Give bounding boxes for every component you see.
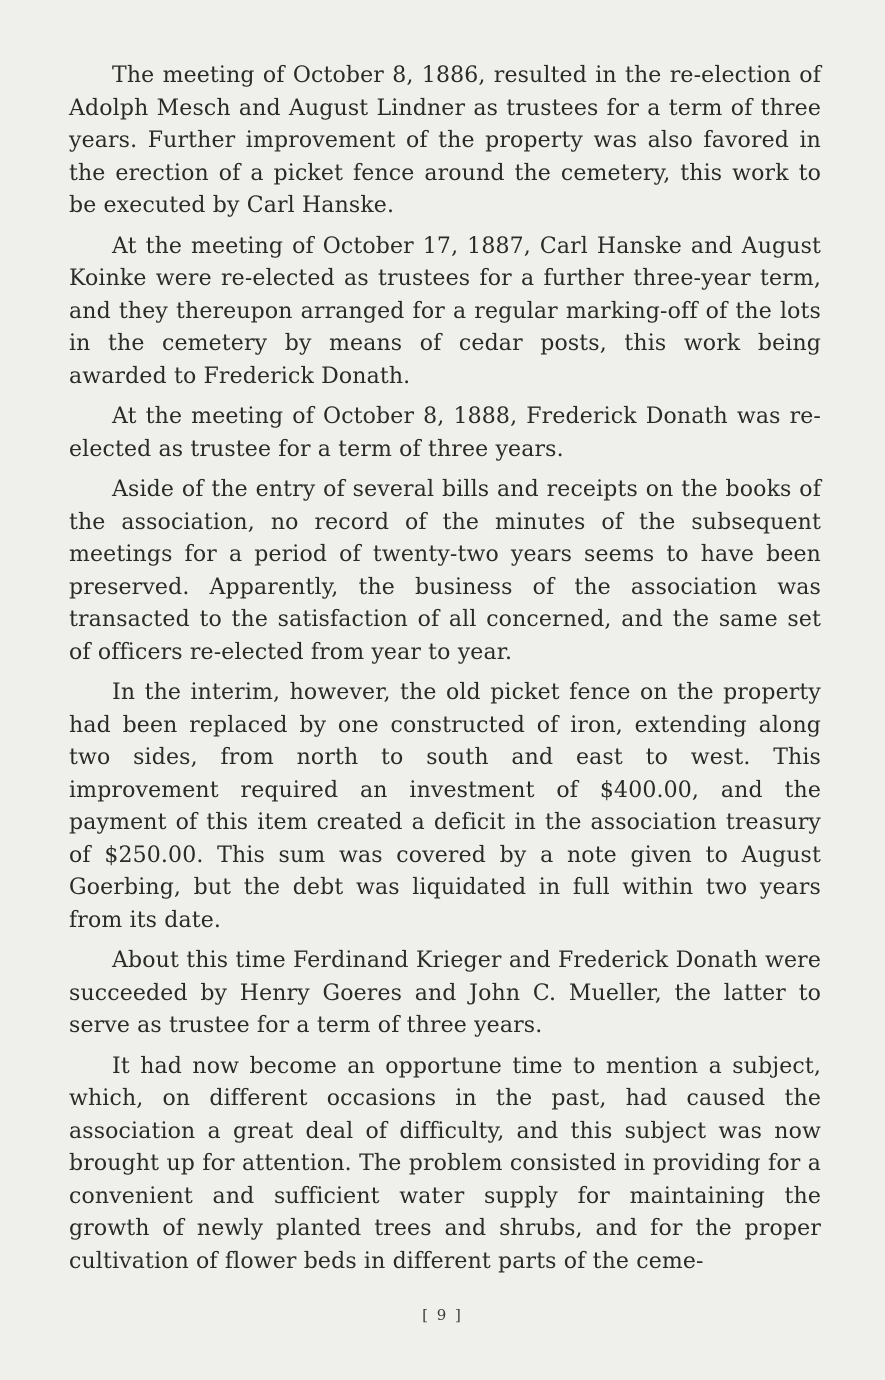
paragraph-3: At the meeting of October 8, 1888, Frederick Donath was re-elected as trustee for a term of three years.: [69, 404, 821, 462]
body-text: [69, 60, 821, 1286]
paragraph-1: The meeting of October 8, 1886, resulted in the re-election of Adolph Mesch and August Lindner as trustees for a term of three years. Further improvement of the property was also favored in the erection of a picket fence around the cemetery, this work to be executed by Carl Hanske.: [69, 63, 821, 218]
paragraph-5: In the interim, however, the old picket fence on the property had been replaced by one constructed of iron, extending along two sides, from north to south and east to west. This improvement required an investment of $400.00, and the payment of this item created a deficit in the association treasury of $250.00. This sum was covered by a note given to August Goerbing, but the debt was liquidated in full within two years from its date.: [69, 680, 821, 933]
paragraph-7: It had now become an opportune time to mention a subject, which, on different occasions in the past, had caused the association a great deal of difficulty, and this subject was now brought up for attention. The problem consisted in providing for a convenient and sufficient water supply for maintaining the growth of newly planted trees and shrubs, and for the proper cultivation of flower beds in different parts of the ceme-: [69, 1053, 821, 1274]
paragraph-2: At the meeting of October 17, 1887, Carl Hanske and August Koinke were re-elected as trustees for a further three-year term, and they thereupon arranged for a regular marking-off of the lots in the cemetery by means of cedar posts, this work being awarded to Frederick Donath.: [69, 233, 821, 389]
page-number: [ 9 ]: [422, 1306, 463, 1324]
paragraph-6: About this time Ferdinand Krieger and Frederick Donath were succeeded by Henry Goeres and John C. Mueller, the latter to serve as trustee for a term of three years.: [69, 948, 821, 1038]
paragraph-4: Aside of the entry of several bills and receipts on the books of the association, no record of the minutes of the subsequent meetings for a period of twenty-two years seems to have been preserved. Apparently, the business of the association was transacted to the satisfaction of all concerned, and the same set of officers re-elected from year to year.: [69, 477, 821, 665]
